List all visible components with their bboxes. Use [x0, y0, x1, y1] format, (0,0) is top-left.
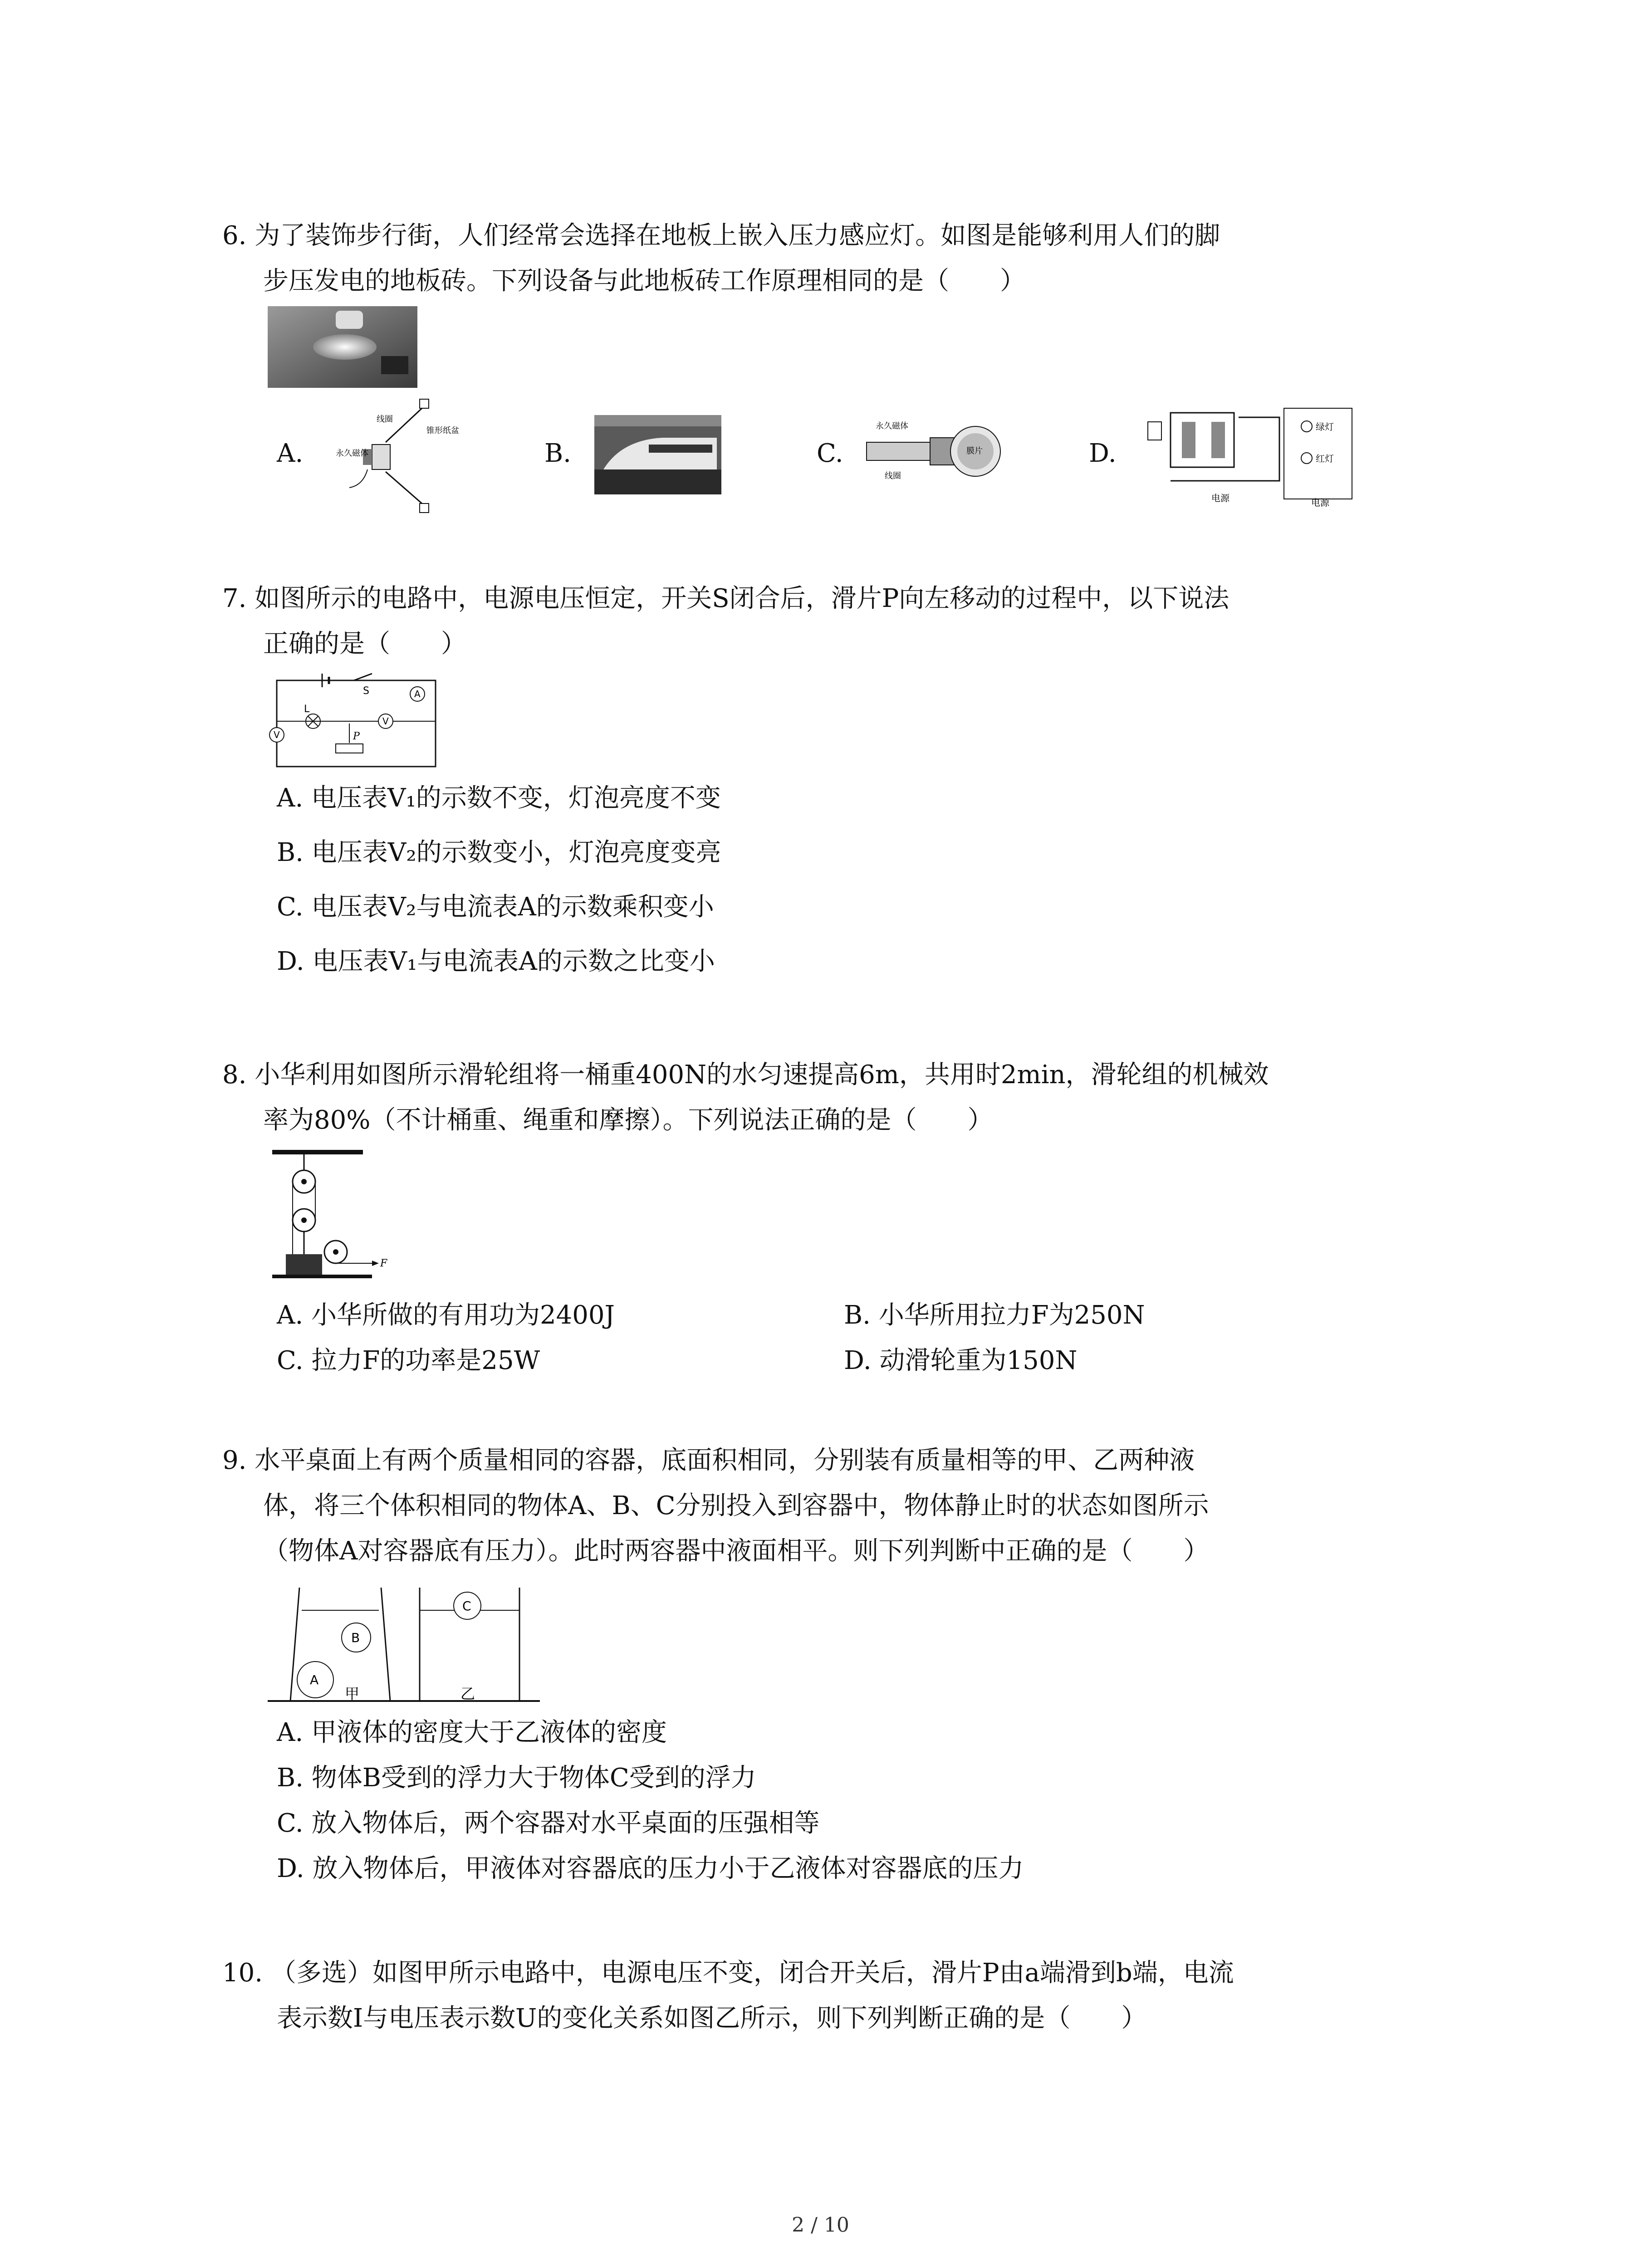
q6-line-2: 步压发电的地板砖。下列设备与此地板砖工作原理相同的是（ ） — [263, 266, 1025, 296]
relay-source-label-1: 电源 — [1211, 493, 1230, 503]
loudspeaker-cone-label: 锥形纸盆 — [426, 426, 459, 435]
q8-option-d: D. 动滑轮重为150N — [844, 1346, 1078, 1375]
object-b-label: B — [351, 1630, 360, 1645]
q7-option-a: A. 电压表V₁的示数不变，灯泡亮度不变 — [277, 783, 721, 813]
q9-option-d: D. 放入物体后，甲液体对容器底的压力小于乙液体对容器底的压力 — [277, 1854, 1024, 1883]
q9-containers-diagram — [268, 1579, 540, 1710]
q9-line-2: 体，将三个体积相同的物体A、B、C分别投入到容器中，物体静止时的状态如图所示 — [263, 1491, 1209, 1520]
relay-green-light-label: 绿灯 — [1316, 421, 1334, 432]
microphone-coil-label: 线圈 — [885, 471, 901, 481]
q6-option-d-label: D. — [1089, 439, 1117, 468]
container-jia-label: 甲 — [345, 1685, 360, 1702]
maglev-train-photo — [594, 415, 721, 494]
microphone-magnet-label: 永久磁体 — [876, 421, 908, 431]
ammeter-label: A — [414, 689, 421, 699]
object-c-label: C — [462, 1598, 471, 1613]
q6-option-b-label: B. — [544, 439, 571, 468]
container-yi-label: 乙 — [460, 1685, 475, 1702]
loudspeaker-diagram — [336, 395, 459, 517]
q7-circuit-diagram — [268, 671, 449, 776]
q8-option-c: C. 拉力F的功率是25W — [277, 1346, 540, 1375]
q7-line-2: 正确的是（ ） — [263, 629, 466, 659]
q7-option-b: B. 电压表V₂的示数变小，灯泡亮度变亮 — [277, 838, 721, 867]
relay-red-light-label: 红灯 — [1316, 453, 1334, 464]
slider-label: P — [353, 731, 360, 742]
q10-line-1: 10. （多选）如图甲所示电路中，电源电压不变，闭合开关后，滑片P由a端滑到b端，电流 — [222, 1958, 1234, 1988]
electromagnetic-relay-diagram — [1143, 390, 1361, 508]
q10-line-2: 表示数Ⅰ与电压表示数U的变化关系如图乙所示，则下列判断正确的是（ ） — [277, 2004, 1147, 2033]
voltmeter-1-label: V — [274, 729, 280, 740]
force-label: F — [380, 1258, 387, 1269]
loudspeaker-coil-label: 线圈 — [377, 415, 393, 424]
page-number: 2 / 10 — [792, 2214, 849, 2237]
q9-option-a: A. 甲液体的密度大于乙液体的密度 — [277, 1718, 667, 1747]
q7-option-d: D. 电压表V₁与电流表A的示数之比变小 — [277, 947, 715, 976]
q8-option-a: A. 小华所做的有用功为2400J — [277, 1300, 615, 1330]
pulley-system-diagram — [268, 1148, 390, 1284]
q9-option-c: C. 放入物体后，两个容器对水平桌面的压强相等 — [277, 1809, 820, 1838]
floor-tile-photo — [268, 306, 417, 388]
loudspeaker-magnet-label: 永久磁体 — [336, 449, 368, 458]
switch-label: S — [363, 685, 369, 697]
q8-option-b: B. 小华所用拉力F为250N — [844, 1300, 1145, 1330]
q7-option-c: C. 电压表V₂与电流表A的示数乘积变小 — [277, 892, 714, 922]
microphone-diaphragm-label: 膜片 — [966, 446, 983, 456]
q6-option-a-label: A. — [277, 439, 304, 468]
object-a-label: A — [310, 1672, 319, 1687]
q9-line-1: 9. 水平桌面上有两个质量相同的容器，底面积相同，分别装有质量相等的甲、乙两种液 — [222, 1446, 1195, 1475]
q6-line-1: 6. 为了装饰步行街，人们经常会选择在地板上嵌入压力感应灯。如图是能够利用人们的脚 — [222, 221, 1220, 250]
lamp-label: L — [304, 704, 310, 715]
q8-line-1: 8. 小华利用如图所示滑轮组将一桶重400N的水匀速提高6m，共用时2min，滑轮组的机械效 — [222, 1060, 1269, 1090]
q9-line-3: （物体A对容器底有压力）。此时两容器中液面相平。则下列判断中正确的是（ ） — [263, 1536, 1209, 1566]
q9-option-b: B. 物体B受到的浮力大于物体C受到的浮力 — [277, 1763, 756, 1793]
q7-line-1: 7. 如图所示的电路中，电源电压恒定，开关S闭合后，滑片P向左移动的过程中，以下说法 — [222, 584, 1230, 613]
q6-option-c-label: C. — [817, 439, 843, 468]
microphone-diagram — [867, 415, 1003, 483]
voltmeter-2-label: V — [382, 716, 389, 727]
q8-line-2: 率为80%（不计桶重、绳重和摩擦）。下列说法正确的是（ ） — [263, 1105, 993, 1135]
relay-source-label-2: 电源 — [1311, 497, 1329, 508]
